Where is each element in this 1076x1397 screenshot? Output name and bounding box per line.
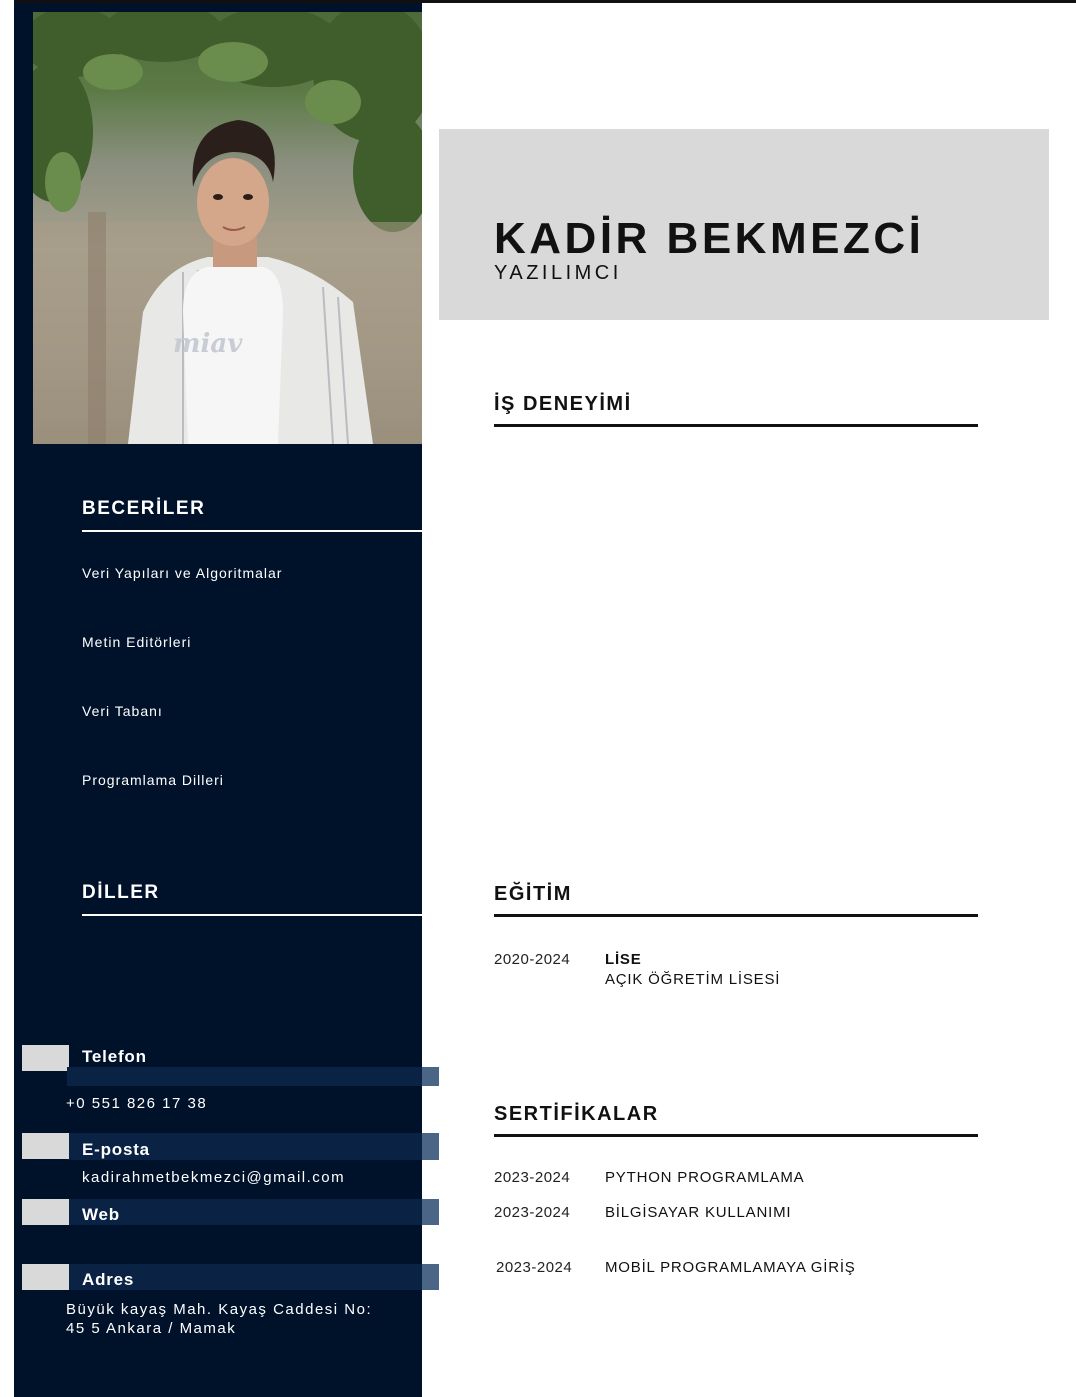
skill-item: Programlama Dilleri <box>82 772 224 788</box>
education-divider <box>494 914 978 917</box>
phone-value: +0 551 826 17 38 <box>66 1095 208 1112</box>
languages-heading: DİLLER <box>82 882 160 903</box>
skill-item: Metin Editörleri <box>82 634 192 650</box>
skill-item: Veri Yapıları ve Algoritmalar <box>82 565 283 581</box>
web-label: Web <box>82 1205 120 1224</box>
education-years: 2020-2024 <box>494 951 571 968</box>
svg-text:miav: miav <box>173 329 243 359</box>
email-label: E-posta <box>82 1140 150 1159</box>
person-role: YAZILIMCI <box>494 262 622 284</box>
address-icon <box>22 1264 69 1290</box>
address-label: Adres <box>82 1270 135 1289</box>
web-icon <box>22 1199 69 1225</box>
languages-divider <box>82 914 422 916</box>
profile-photo <box>33 12 422 444</box>
education-title: LİSE <box>605 951 642 968</box>
certificate-years: 2023-2024 <box>494 1169 571 1186</box>
certificate-years: 2023-2024 <box>496 1259 573 1276</box>
skills-heading: BECERİLER <box>82 498 206 519</box>
address-line-2: 45 5 Ankara / Mamak <box>66 1320 237 1337</box>
certificate-title: BİLGİSAYAR KULLANIMI <box>605 1204 792 1221</box>
education-heading: EĞİTİM <box>494 883 572 905</box>
address-bar-end <box>422 1264 439 1290</box>
web-bar-end <box>422 1199 439 1225</box>
experience-heading: İŞ DENEYİMİ <box>494 393 632 415</box>
phone-bar <box>67 1067 439 1086</box>
skills-divider <box>82 530 422 532</box>
certificate-title: MOBİL PROGRAMLAMAYA GİRİŞ <box>605 1259 856 1276</box>
education-school: AÇIK ÖĞRETİM LİSESİ <box>605 971 781 988</box>
phone-bar-end <box>422 1067 439 1086</box>
skill-item: Veri Tabanı <box>82 703 163 719</box>
email-bar-end <box>422 1133 439 1160</box>
certificate-years: 2023-2024 <box>494 1204 571 1221</box>
email-icon <box>22 1133 69 1159</box>
certificate-title: PYTHON PROGRAMLAMA <box>605 1169 805 1186</box>
phone-icon <box>22 1045 69 1071</box>
left-border <box>0 0 14 1397</box>
person-name: KADİR BEKMEZCİ <box>494 214 925 263</box>
phone-label: Telefon <box>82 1047 147 1066</box>
certificates-heading: SERTİFİKALAR <box>494 1103 659 1125</box>
web-bar <box>67 1199 439 1225</box>
experience-divider <box>494 424 978 427</box>
address-line-1: Büyük kayaş Mah. Kayaş Caddesi No: <box>66 1301 373 1318</box>
email-value: kadirahmetbekmezci@gmail.com <box>82 1169 346 1186</box>
certificates-divider <box>494 1134 978 1137</box>
